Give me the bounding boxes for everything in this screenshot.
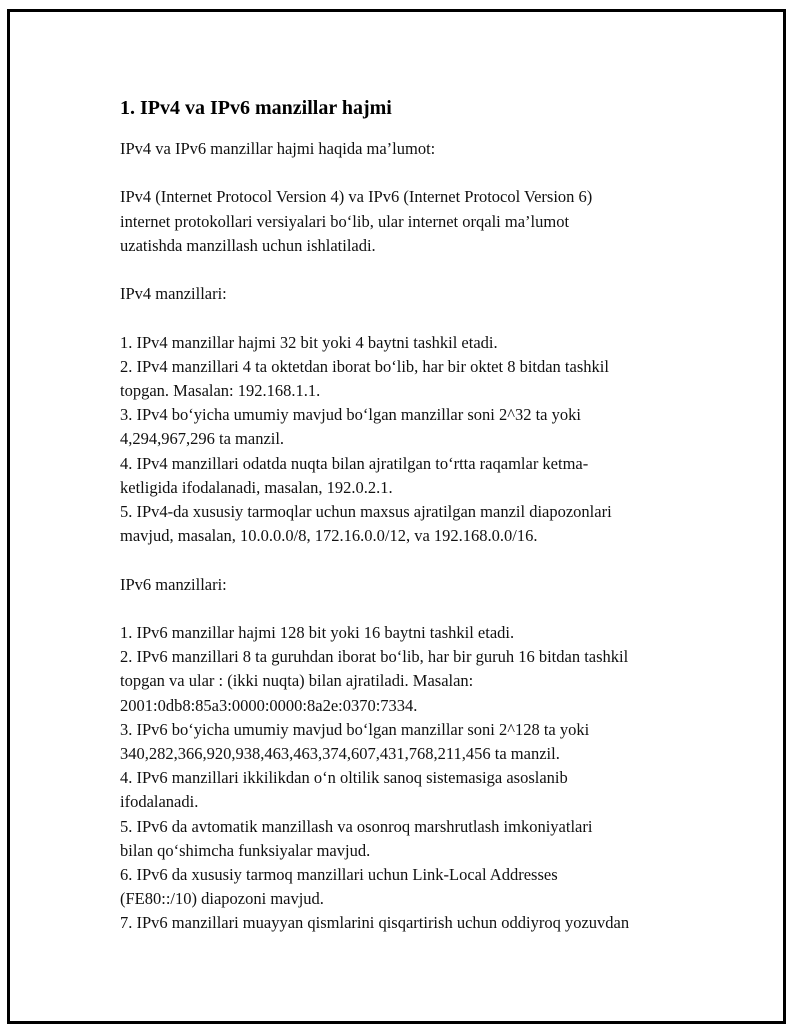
paragraph-spacer	[120, 258, 710, 282]
intro-text: IPv4 va IPv6 manzillar hajmi haqida ma’lumot:	[120, 139, 436, 158]
document-page	[7, 9, 786, 1024]
ipv4-heading: IPv4 manzillari:	[120, 284, 227, 304]
document-content	[120, 94, 710, 936]
ipv4-list-item: 4. IPv4 manzillari odatda nuqta bilan ajratilgan to‘rtta raqamlar ketma- ketligida ifodalanadi, masalan, 192.0.2.1.	[120, 453, 589, 497]
paragraph-spacer	[120, 161, 710, 185]
ipv6-list-item: 5. IPv6 da avtomatik manzillash va osonroq marshrutlash imkoniyatlari bilan qo‘shimcha funksiyalar mavjud.	[120, 816, 593, 860]
paragraph-spacer	[120, 597, 710, 621]
ipv4-list-item: 1. IPv4 manzillar hajmi 32 bit yoki 4 baytni tashkil etadi.	[120, 332, 498, 352]
ipv4-list	[120, 331, 710, 549]
paragraph-spacer	[120, 548, 710, 572]
ipv6-list	[120, 621, 710, 936]
document-title: 1. IPv4 va IPv6 manzillar hajmi	[120, 97, 392, 119]
ipv6-list-item: 3. IPv6 bo‘yicha umumiy mavjud bo‘lgan manzillar soni 2^128 ta yoki 340,282,366,920,938,463,463,374,607,431,768,211,456 ta manzil.	[120, 719, 590, 763]
ipv6-list-item: 1. IPv6 manzillar hajmi 128 bit yoki 16 baytni tashkil etadi.	[120, 622, 515, 642]
ipv6-list-item: 6. IPv6 da xususiy tarmoq manzillari uchun Link-Local Addresses (FE80::/10) diapozoni mavjud.	[120, 865, 558, 909]
ipv6-list-item: 2. IPv6 manzillari 8 ta guruhdan iborat bo‘lib, har bir guruh 16 bitdan tashkil topgan va ular : (ikki nuqta) bilan ajratiladi. Masalan: 2001:0db8:85a3:0000:0000:8a2e:0370:7334.	[120, 647, 629, 715]
ipv6-list-item: 7. IPv6 manzillari muayyan qismlarini qisqartirish uchun oddiyroq yozuvdan	[120, 913, 630, 933]
description-text: IPv4 (Internet Protocol Version 4) va IPv6 (Internet Protocol Version 6) internet protokollari versiyalari bo‘lib, ular internet orqali ma’lumot uzatishda manzillash uchun ishlatiladi.	[120, 187, 593, 255]
paragraph-spacer	[120, 306, 710, 330]
ipv4-list-item: 5. IPv4-da xususiy tarmoqlar uchun maxsus ajratilgan manzil diapozonlari mavjud, masalan, 10.0.0.0/8, 172.16.0.0/12, va 192.168.0.0/16.	[120, 502, 612, 546]
ipv6-heading: IPv6 manzillari:	[120, 574, 227, 594]
ipv6-list-item: 4. IPv6 manzillari ikkilikdan o‘n oltilik sanoq sistemasiga asoslanib ifodalanadi.	[120, 768, 568, 812]
ipv4-list-item: 2. IPv4 manzillari 4 ta oktetdan iborat bo‘lib, har bir oktet 8 bitdan tashkil topgan. Masalan: 192.168.1.1.	[120, 356, 609, 400]
ipv4-list-item: 3. IPv4 bo‘yicha umumiy mavjud bo‘lgan manzillar soni 2^32 ta yoki 4,294,967,296 ta manzil.	[120, 405, 581, 449]
